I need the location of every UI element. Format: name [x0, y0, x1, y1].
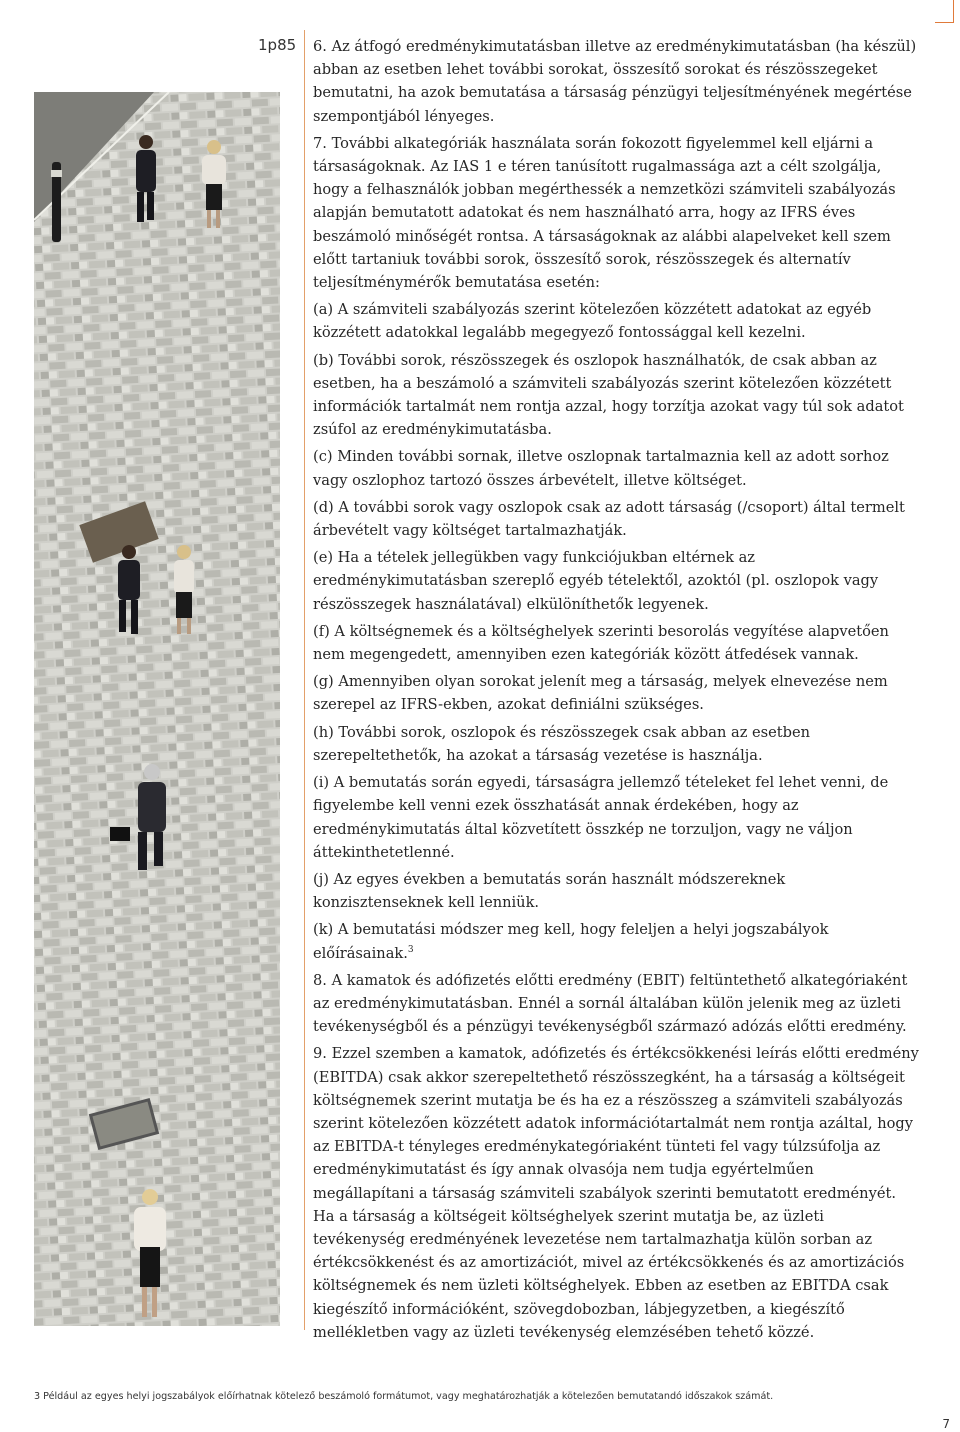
page-number: 7	[942, 1417, 950, 1431]
principle-j: (j) Az egyes években a bemutatás során használt módszereknek konzisztenseknek kell lenniük.	[313, 870, 786, 912]
margin-rule	[304, 30, 305, 1330]
body-text	[313, 35, 919, 1348]
principle-c: (c) Minden további sornak, illetve oszlopnak tartalmaznia kell az adott sorhoz vagy oszlophoz tartozó összes árbevételt, illetve költséget.	[313, 448, 889, 489]
principle-e: (e) Ha a tételek jellegükben vagy funkciójukban eltérnek az eredménykimutatásban szereplő egyéb tételektől, azoktól (pl. oszlopok vagy részösszegek használatával) elkülöníthetők legyenek.	[313, 549, 879, 613]
corner-crop-mark	[935, 0, 954, 23]
principle-k-text: (k) A bemutatási módszer meg kell, hogy feleljen a helyi jogszabályok előírásainak.	[313, 921, 829, 962]
paragraph-9: 9. Ezzel szemben a kamatok, adófizetés és értékcsökkenési leírás előtti eredmény (EBITDA) csak akkor szerepeltethető részösszegként, ha a társaság a költségeit költségnemek szerint mutatja be és ha ez a részösszeg a számviteli szabályozás szerint kötelezően közzétett adatok információtartalmát nem rontja azáltal, hogy az EBITDA-t tényleges eredménykategóriaként tünteti fel vagy túlzsúfolja az eredménykimutatást és így annak olvasója nem tudja egyértelműen megállapítani a társaság számviteli szabályok szerinti bemutatott eredményét. Ha a társaság a költségeit költséghelyek szerint mutatja be, az üzleti tevékenység eredményének levezetése nem tartalmazhatja külön sorban az értékcsökkenést és az amortizációt, mivel az értékcsökkenés és az amortizációs költségnemek és nem üzleti költséghelyek. Ebben az esetben az EBITDA csak kiegészítő információként, szövegdobozban, lábjegyzetben, a kiegészítő mellékletben vagy az üzleti tevékenység elemzésében tehető közzé.	[313, 1045, 919, 1341]
principle-f: (f) A költségnemek és a költséghelyek szerinti besorolás vegyítése alapvetően nem megengedett, amennyiben ezen kategóriák között átfedések vannak.	[313, 622, 889, 664]
principle-g: (g) Amennyiben olyan sorokat jelenít meg a társaság, melyek elnevezése nem szerepel az IFRS-ekben, azokat definiálni szükséges.	[313, 673, 888, 714]
footnote: 3 Például az egyes helyi jogszabályok előírhatnak kötelező beszámoló formátumot, vagy meghatározhatják a kötelezően bemutatandó időszakok számát.	[34, 1391, 774, 1402]
principle-a: (a) A számviteli szabályozás szerint kötelezően közzétett adatokat az egyéb közzétett adatokkal legalább megegyező fontossággal kell kezelni.	[313, 301, 872, 342]
principle-i: (i) A bemutatás során egyedi, társaságra jellemző tételeket fel lehet venni, de figyelembe kell venni ezek összhatását annak érdekében, hogy az eredménykimutatás által közvetített összkép ne torzuljon, vagy ne váljon áttekinthetetlenné.	[313, 774, 889, 861]
footnote-marker: 3	[407, 944, 414, 955]
principle-k	[313, 918, 919, 964]
pedestrians-photo	[34, 92, 280, 1326]
paragraph-8: 8. A kamatok és adófizetés előtti eredmény (EBIT) feltüntethető alkategóriaként az eredménykimutatásban. Ennél a sornál általában külön jelenik meg az üzleti tevékenységből és a pénzügyi tevékenységből származó adózás előtti eredmény.	[313, 971, 908, 1036]
paragraph-7: 7. További alkategóriák használata során fokozott figyelemmel kell eljárni a társaságoknak. Az IAS 1 e téren tanúsított rugalmassága azt a célt szolgálja, hogy a felhasználók jobban megérthessék a nemzetközi számviteli szabályozás alapján bemutatott adatokat és nem használható arra, hogy az IFRS éves beszámoló minőségét rontsa. A társaságoknak az alábbi alapelveket kell szem előtt tartaniuk további sorok, összesítő sorok, részösszegek és alternatív teljesítménymérők bemutatása esetén:	[313, 134, 896, 292]
paragraph-6: 6. Az átfogó eredménykimutatásban illetve az eredménykimutatásban (ha készül) abban az esetben lehet további sorokat, összesítő sorokat és részösszegeket bemutatni, ha azok bemutatása a társaság pénzügyi teljesítményének megértése szempontjából lényeges.	[313, 38, 917, 125]
principle-b: (b) További sorok, részösszegek és oszlopok használhatók, de csak abban az esetben, ha a beszámoló a számviteli szabályozás szerint kötelezően közzétett információk tartalmát nem rontja azzal, hogy torzítja azokat vagy túl sok adatot zsúfol az eredménykimutatásba.	[313, 351, 904, 439]
principle-d: (d) A további sorok vagy oszlopok csak az adott társaság (/csoport) által termelt árbevételt vagy költséget tartalmazhatják.	[313, 498, 905, 540]
principle-h: (h) További sorok, oszlopok és részösszegek csak abban az esetben szerepeltethetők, ha azokat a társaság vezetése is használja.	[313, 723, 811, 764]
standard-reference: 1p85	[258, 36, 297, 54]
